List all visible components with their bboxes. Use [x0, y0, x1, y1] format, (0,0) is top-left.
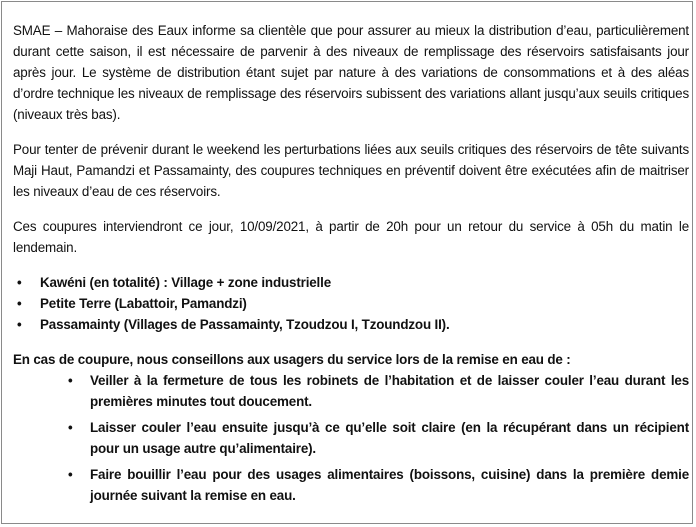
- intro-paragraph: SMAE – Mahoraise des Eaux informe sa clientèle que pour assurer au mieux la distribution d’eau, particulièrement durant cette saison, il est nécessaire de parvenir à des niveaux de remplissage des réservoirs satisfaisants jour après jour. Le système de distribution étant sujet par nature à des variations de consommations et à des aléas d’ordre technique les niveaux de remplissage des réservoirs subissent des variations allant jusqu’aux seuils critiques (niveaux très bas).: [13, 23, 689, 122]
- list-item: [13, 314, 689, 335]
- area-label: Petite Terre (Labattoir, Pamandzi): [40, 296, 247, 311]
- advice-list: [13, 370, 689, 506]
- weekend-paragraph: Pour tenter de prévenir durant le weekend les perturbations liées aux seuils critiques des réservoirs de tête suivants Maji Haut, Pamandzi et Passamainty, des coupures techniques en préventif doivent être exécutées afin de maitriser les niveaux d’eau de ces réservoirs.: [13, 142, 689, 199]
- bullet-icon: •: [68, 467, 73, 482]
- bullet-icon: •: [17, 317, 22, 332]
- area-label: Kawéni (en totalité) : Village + zone industrielle: [40, 275, 331, 290]
- bullet-icon: •: [17, 275, 22, 290]
- advice-text: Faire bouillir l’eau pour des usages alimentaires (boissons, cuisine) dans la première demie journée suivant la remise en eau.: [90, 467, 689, 503]
- list-item: [66, 370, 689, 412]
- advice-text: Laisser couler l’eau ensuite jusqu’à ce qu’elle soit claire (en la récupérant dans un récipient pour un usage autre qu’alimentaire).: [90, 420, 689, 456]
- affected-areas-list: [13, 272, 689, 335]
- schedule-paragraph: Ces coupures interviendront ce jour, 10/09/2021, à partir de 20h pour un retour du service à 05h du matin le lendemain.: [13, 219, 689, 255]
- area-label: Passamainty (Villages de Passamainty, Tzoudzou I, Tzoundzou II).: [40, 317, 450, 332]
- bullet-icon: •: [68, 420, 73, 435]
- list-item: [13, 293, 689, 314]
- notice-content: [13, 20, 689, 511]
- notice-frame: [1, 1, 693, 524]
- list-item: [66, 464, 689, 506]
- list-item: [13, 272, 689, 293]
- list-item: [66, 417, 689, 459]
- advice-heading: En cas de coupure, nous conseillons aux usagers du service lors de la remise en eau de :: [13, 352, 571, 367]
- bullet-icon: •: [17, 296, 22, 311]
- advice-text: Veiller à la fermeture de tous les robinets de l’habitation et de laisser couler l’eau durant les premières minutes tout doucement.: [90, 373, 689, 409]
- bullet-icon: •: [68, 373, 73, 388]
